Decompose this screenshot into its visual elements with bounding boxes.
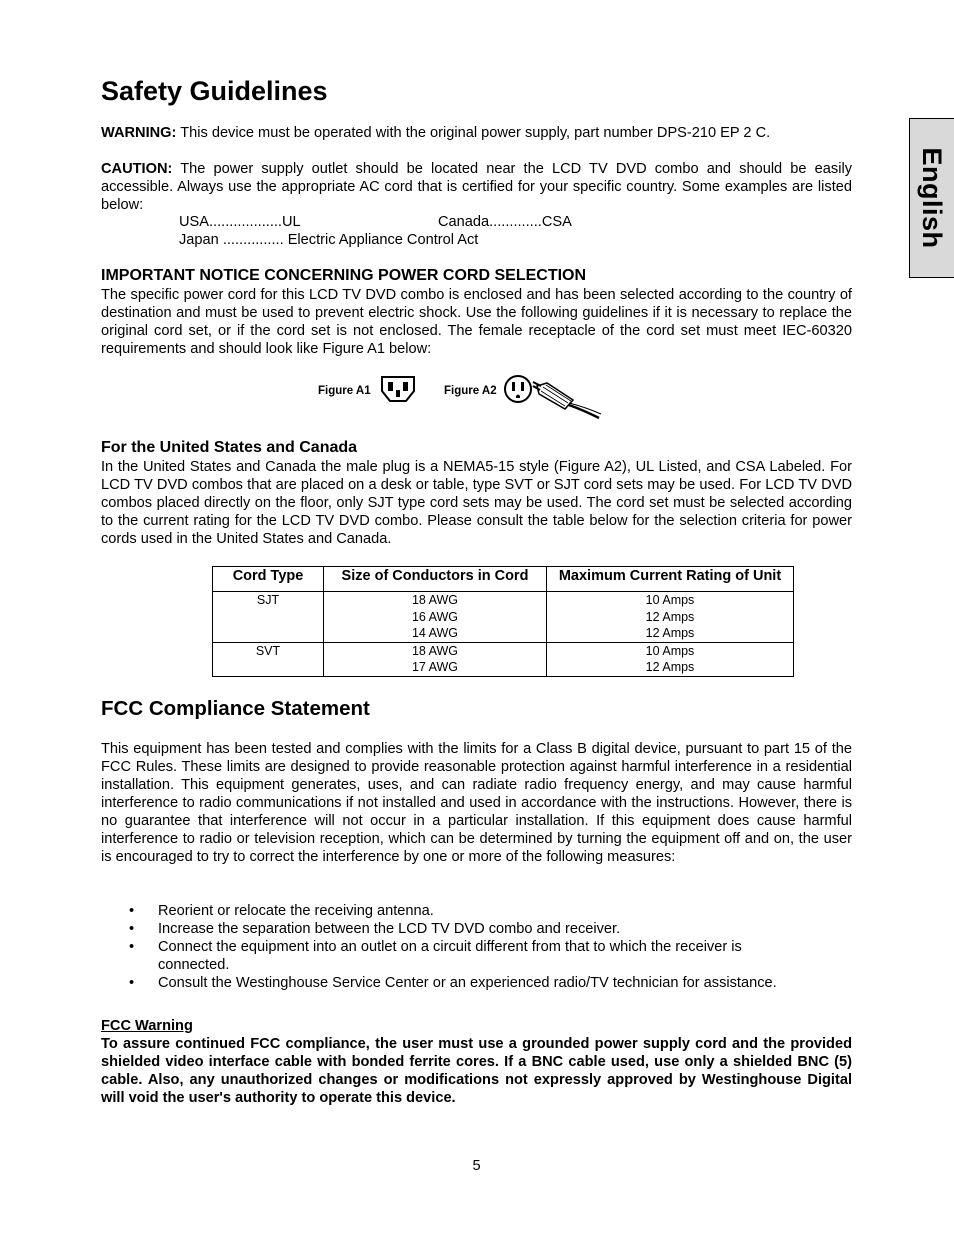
cell-cord-type: SJT — [213, 592, 324, 643]
cell-value: 10 Amps — [645, 643, 695, 658]
power-cord-heading: IMPORTANT NOTICE CONCERNING POWER CORD SELECTION — [101, 267, 587, 284]
cell-conductor-sizes — [324, 642, 547, 676]
figure-a1-label: Figure A1 — [318, 385, 371, 397]
cell-value: 18 AWG — [411, 643, 459, 658]
cell-value: 12 Amps — [645, 660, 695, 674]
cord-selection-table — [212, 566, 794, 677]
safety-title: Safety Guidelines — [101, 76, 328, 106]
header-max-current: Maximum Current Rating of Unit — [547, 567, 794, 592]
caution-paragraph — [101, 160, 852, 214]
cell-value: 16 AWG — [411, 609, 459, 624]
cell-value: 18 AWG — [411, 593, 459, 607]
cell-value: 14 AWG — [411, 626, 459, 640]
nema-plug-a2-icon — [503, 374, 605, 422]
list-item: • Increase the separation between the LCD TV DVD combo and receiver. — [101, 920, 852, 938]
list-item: • Reorient or relocate the receiving antenna. — [101, 902, 852, 920]
table-header-row — [213, 567, 794, 592]
examples-row-1 — [179, 213, 572, 231]
us-canada-text: In the United States and Canada the male plug is a NEMA5-15 style (Figure A2), UL Listed, and CSA Labeled. For LCD TV DVD combos that are placed on a desk or table, type SVT or SJT cord sets may be used. For LCD TV DVD combos placed directly on the floor, only SJT type cord sets may be used. The cord set must be selected according to the current rating for the LCD TV DVD combo. Please consult the table below for the selection criteria for power cords used in the United States and Canada. — [101, 459, 852, 547]
fcc-text: This equipment has been tested and complies with the limits for a Class B digital device, pursuant to part 15 of the FCC Rules. These limits are designed to provide reasonable protection against harmful interference in a residential installation. This equipment generates, uses, and can radiate radio frequency energy, and may cause harmful interference to radio communications if not installed and used in accordance with the instructions. However, there is no guarantee that interference will not occur in a particular installation. If this equipment does cause harmful interference to radio or television reception, which can be determined by turning the equipment off and on, the user is encouraged to try to correct the interference by one or more of the following measures: — [101, 741, 852, 865]
cell-value: 12 Amps — [645, 626, 695, 640]
example-canada: Canada.............CSA — [438, 214, 572, 230]
cell-value: 17 AWG — [411, 660, 459, 674]
warning-text: This device must be operated with the original power supply, part number DPS-210 EP 2 C. — [176, 125, 771, 141]
header-conductor-size: Size of Conductors in Cord — [324, 567, 547, 592]
table-row — [213, 592, 794, 643]
us-canada-heading: For the United States and Canada — [101, 439, 358, 456]
header-cord-type: Cord Type — [213, 567, 324, 592]
figure-a2-label: Figure A2 — [444, 385, 497, 397]
page-number: 5 — [472, 1158, 481, 1174]
fcc-warning-title: FCC Warning — [101, 1018, 193, 1034]
language-tab-label: English — [917, 147, 947, 249]
caution-label: CAUTION: — [101, 161, 173, 177]
table-row — [213, 642, 794, 676]
receptacle-a1-icon — [380, 375, 416, 403]
fcc-measures-list — [101, 902, 852, 992]
cell-conductor-sizes — [324, 592, 547, 643]
caution-text: The power supply outlet should be located near the LCD TV DVD combo and should be easily accessible. Always use the appropriate AC cord that is certified for your specific country. Some examples are listed below: — [101, 161, 852, 213]
fcc-title: FCC Compliance Statement — [101, 697, 370, 720]
cell-current-ratings — [547, 592, 794, 643]
warning-paragraph — [101, 124, 852, 142]
examples-row-2 — [179, 231, 478, 249]
fcc-warning-text: To assure continued FCC compliance, the user must use a grounded power supply cord and the provided shielded video interface cable with bonded ferrite cores. If a BNC cable used, use only a shielded BNC (5) cable. Also, any unauthorized changes or modifications not expressly approved by Westinghouse Digital will void the user's authority to operate this device. — [101, 1036, 852, 1106]
cell-current-ratings — [547, 642, 794, 676]
example-japan: Japan ............... Electric Appliance Control Act — [179, 232, 479, 248]
language-tab — [909, 118, 954, 278]
list-item: • Consult the Westinghouse Service Center or an experienced radio/TV technician for assistance. — [101, 974, 852, 992]
example-usa: USA..................UL — [179, 214, 301, 230]
cell-cord-type: SVT — [213, 642, 324, 676]
warning-label: WARNING: — [101, 125, 177, 141]
list-item: • Connect the equipment into an outlet on a circuit different from that to which the receiver is connected. — [101, 938, 852, 974]
cell-value: 10 Amps — [645, 593, 695, 607]
cell-value: 12 Amps — [645, 609, 695, 624]
power-cord-text: The specific power cord for this LCD TV DVD combo is enclosed and has been selected according to the country of destination and must be used to prevent electric shock. Use the following guidelines if it is necessary to replace the original cord set, or if the cord set is not enclosed. The female receptacle of the cord set must meet IEC-60320 requirements and should look like Figure A1 below: — [101, 287, 852, 357]
